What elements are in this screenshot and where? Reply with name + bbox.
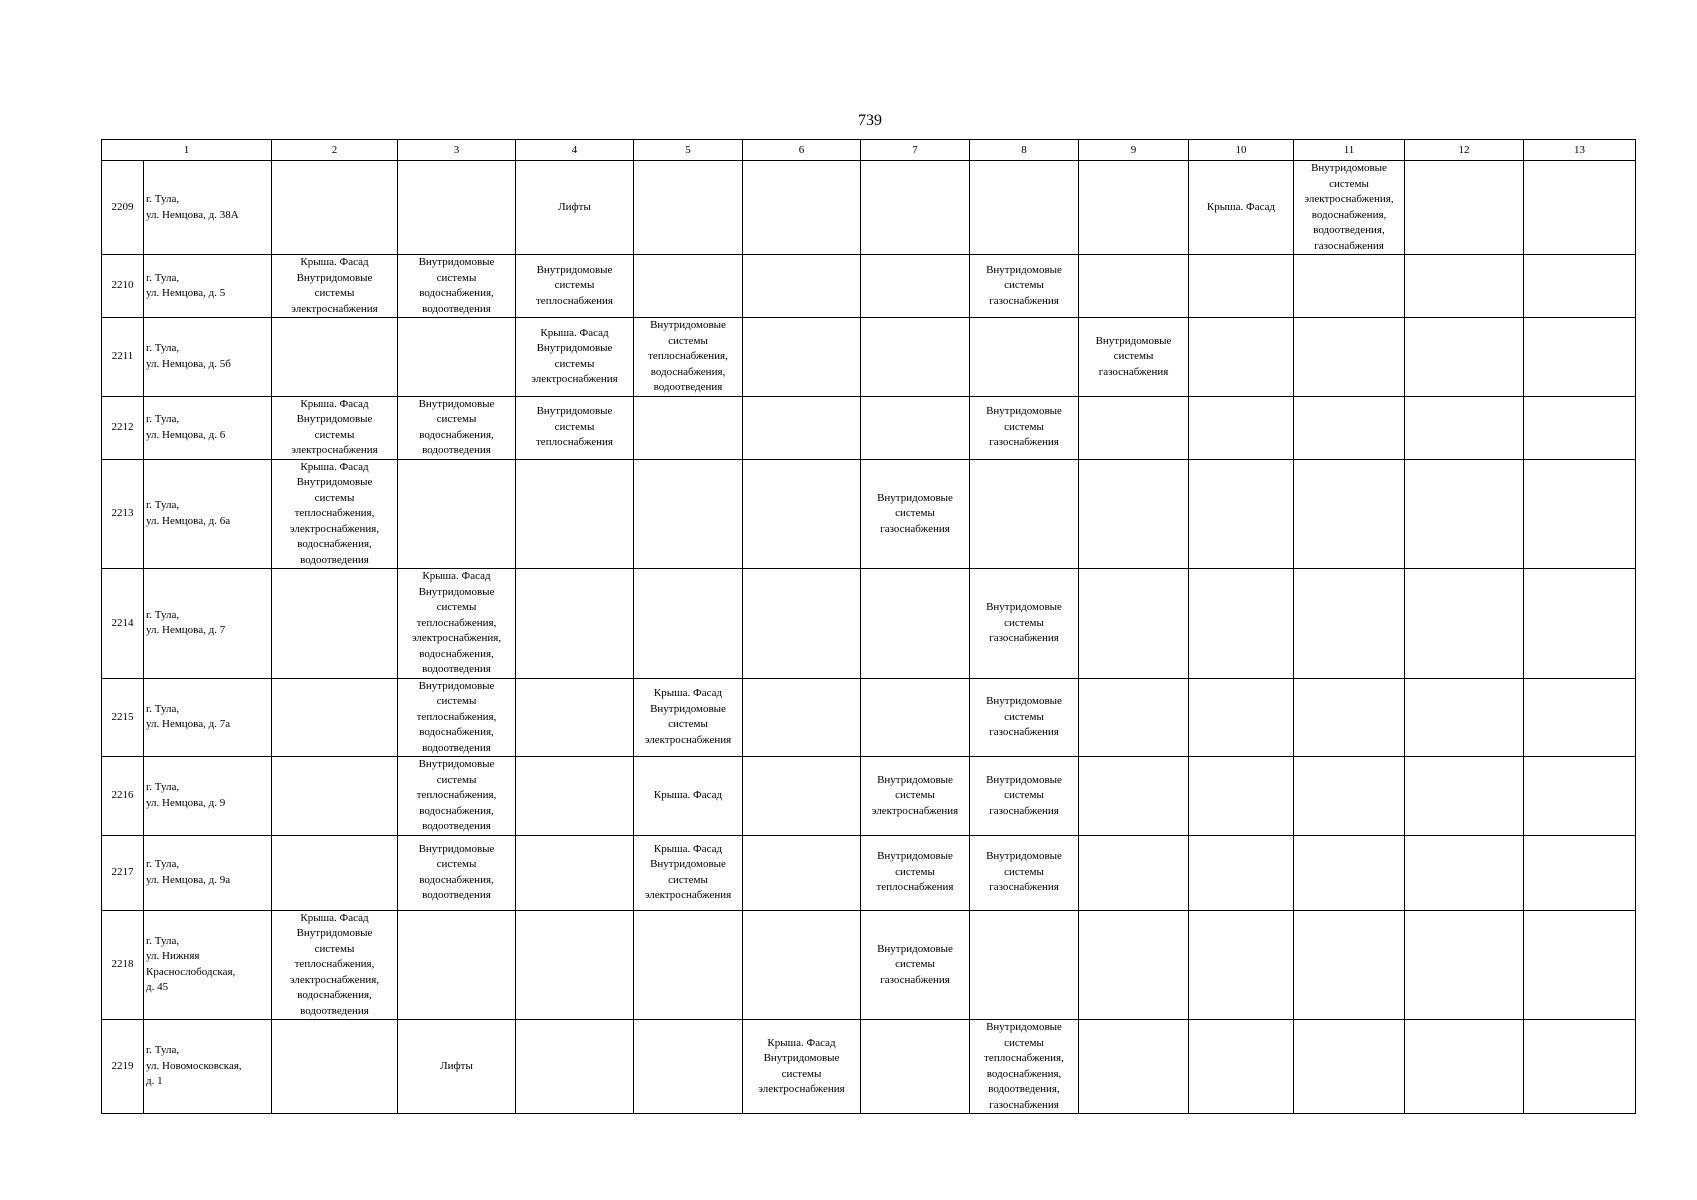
table-row [102, 396, 1636, 459]
table-row [102, 910, 1636, 1020]
work-cell [1189, 255, 1294, 318]
work-cell: Крыша. Фасад Внутридомовые системы теплоснабжения, электроснабжения, водоснабжения, водоотведения [272, 459, 398, 569]
work-cell: Крыша. Фасад Внутридомовые системы электроснабжения [516, 318, 634, 397]
work-cell: Внутридомовые системы теплоснабжения [516, 396, 634, 459]
row-number: 2218 [102, 910, 144, 1020]
work-cell [861, 1020, 970, 1114]
column-header: 1 [102, 140, 272, 161]
work-cell: Крыша. Фасад Внутридомовые системы электроснабжения [743, 1020, 861, 1114]
work-cell [1405, 255, 1524, 318]
work-cell [1079, 835, 1189, 910]
column-header: 2 [272, 140, 398, 161]
work-cell: Внутридомовые системы водоснабжения, водоотведения [398, 835, 516, 910]
column-header: 9 [1079, 140, 1189, 161]
table-row [102, 678, 1636, 757]
work-cell [1405, 910, 1524, 1020]
work-cell [1294, 757, 1405, 836]
work-cell [970, 161, 1079, 255]
work-cell [743, 757, 861, 836]
work-cell: Внутридомовые системы теплоснабжения, водоснабжения, водоотведения, газоснабжения [970, 1020, 1079, 1114]
work-cell [1405, 396, 1524, 459]
work-cell: Внутридомовые системы теплоснабжения [516, 255, 634, 318]
work-cell [1189, 678, 1294, 757]
work-cell [743, 318, 861, 397]
work-cell [743, 255, 861, 318]
work-cell [272, 1020, 398, 1114]
column-header: 8 [970, 140, 1079, 161]
work-cell [516, 835, 634, 910]
work-cell: Крыша. Фасад Внутридомовые системы электроснабжения [634, 678, 743, 757]
work-cell [970, 318, 1079, 397]
work-cell: Внутридомовые системы теплоснабжения, водоснабжения, водоотведения [634, 318, 743, 397]
work-cell [272, 569, 398, 679]
work-cell [634, 1020, 743, 1114]
column-header: 3 [398, 140, 516, 161]
work-cell [1079, 396, 1189, 459]
address-cell: г. Тула, ул. Немцова, д. 9а [144, 835, 272, 910]
work-cell [272, 757, 398, 836]
row-number: 2216 [102, 757, 144, 836]
work-cell [634, 910, 743, 1020]
work-cell [1079, 678, 1189, 757]
work-cell [743, 910, 861, 1020]
work-cell: Внутридомовые системы газоснабжения [1079, 318, 1189, 397]
work-cell [1294, 569, 1405, 679]
address-cell: г. Тула, ул. Немцова, д. 6 [144, 396, 272, 459]
address-cell: г. Тула, ул. Немцова, д. 7 [144, 569, 272, 679]
address-cell: г. Тула, ул. Немцова, д. 6а [144, 459, 272, 569]
row-number: 2212 [102, 396, 144, 459]
work-cell [1524, 1020, 1636, 1114]
work-cell [398, 459, 516, 569]
work-cell [1294, 678, 1405, 757]
work-cell [1294, 835, 1405, 910]
table-row [102, 318, 1636, 397]
work-cell [1294, 1020, 1405, 1114]
work-cell: Внутридомовые системы водоснабжения, водоотведения [398, 255, 516, 318]
work-cell [1524, 459, 1636, 569]
work-cell [861, 396, 970, 459]
work-cell [861, 569, 970, 679]
work-cell [272, 835, 398, 910]
work-cell: Внутридомовые системы теплоснабжения [861, 835, 970, 910]
work-cell [1189, 569, 1294, 679]
work-cell [1524, 910, 1636, 1020]
work-cell [1405, 835, 1524, 910]
work-cell: Крыша. Фасад Внутридомовые системы электроснабжения [272, 255, 398, 318]
work-cell [970, 910, 1079, 1020]
address-cell: г. Тула, ул. Немцова, д. 9 [144, 757, 272, 836]
work-cell [1405, 459, 1524, 569]
work-cell: Крыша. Фасад [634, 757, 743, 836]
row-number: 2213 [102, 459, 144, 569]
work-cell: Лифты [516, 161, 634, 255]
table-row [102, 459, 1636, 569]
work-cell [1524, 835, 1636, 910]
work-cell: Внутридомовые системы электроснабжения [861, 757, 970, 836]
address-cell: г. Тула, ул. Немцова, д. 7а [144, 678, 272, 757]
work-cell: Внутридомовые системы газоснабжения [861, 910, 970, 1020]
work-cell [1079, 161, 1189, 255]
page-number: 739 [858, 112, 882, 129]
work-cell [743, 678, 861, 757]
work-cell: Внутридомовые системы газоснабжения [970, 255, 1079, 318]
work-cell [1524, 318, 1636, 397]
work-cell [743, 835, 861, 910]
work-cell: Внутридомовые системы газоснабжения [970, 396, 1079, 459]
work-cell [743, 161, 861, 255]
work-cell: Крыша. Фасад Внутридомовые системы теплоснабжения, электроснабжения, водоснабжения, водоотведения [398, 569, 516, 679]
row-number: 2219 [102, 1020, 144, 1114]
work-cell [1079, 1020, 1189, 1114]
work-cell [861, 161, 970, 255]
work-cell [1405, 757, 1524, 836]
address-cell: г. Тула, ул. Новомосковская, д. 1 [144, 1020, 272, 1114]
work-cell: Внутридомовые системы газоснабжения [970, 835, 1079, 910]
work-cell [970, 459, 1079, 569]
column-header: 7 [861, 140, 970, 161]
work-cell: Крыша. Фасад Внутридомовые системы электроснабжения [634, 835, 743, 910]
table-row [102, 1020, 1636, 1114]
work-cell [1405, 318, 1524, 397]
work-cell [1079, 459, 1189, 569]
column-header: 6 [743, 140, 861, 161]
work-cell [272, 161, 398, 255]
work-cell [1294, 459, 1405, 569]
work-cell [634, 459, 743, 569]
table-row [102, 161, 1636, 255]
work-cell [398, 318, 516, 397]
column-header: 13 [1524, 140, 1636, 161]
work-cell: Внутридомовые системы газоснабжения [970, 757, 1079, 836]
work-cell [272, 678, 398, 757]
row-number: 2215 [102, 678, 144, 757]
table-row [102, 835, 1636, 910]
work-cell [1524, 757, 1636, 836]
work-cell [1294, 255, 1405, 318]
work-cell [1079, 757, 1189, 836]
work-cell [1189, 757, 1294, 836]
work-cell [516, 569, 634, 679]
work-cell: Внутридомовые системы газоснабжения [861, 459, 970, 569]
work-cell [1524, 255, 1636, 318]
work-cell [1294, 396, 1405, 459]
work-cell [1189, 910, 1294, 1020]
capital-repair-table [101, 139, 1636, 1114]
column-header: 5 [634, 140, 743, 161]
address-cell: г. Тула, ул. Немцова, д. 38А [144, 161, 272, 255]
row-number: 2214 [102, 569, 144, 679]
work-cell [1405, 569, 1524, 679]
table-row [102, 569, 1636, 679]
work-cell: Внутридомовые системы электроснабжения, водоснабжения, водоотведения, газоснабжения [1294, 161, 1405, 255]
work-cell [861, 678, 970, 757]
row-number: 2209 [102, 161, 144, 255]
work-cell: Внутридомовые системы водоснабжения, водоотведения [398, 396, 516, 459]
work-cell [1079, 910, 1189, 1020]
work-cell: Внутридомовые системы теплоснабжения, водоснабжения, водоотведения [398, 678, 516, 757]
column-header: 12 [1405, 140, 1524, 161]
table-row [102, 255, 1636, 318]
row-number: 2217 [102, 835, 144, 910]
work-cell [1189, 459, 1294, 569]
work-cell [398, 910, 516, 1020]
work-cell: Крыша. Фасад Внутридомовые системы электроснабжения [272, 396, 398, 459]
work-cell [861, 255, 970, 318]
row-number: 2210 [102, 255, 144, 318]
work-cell [861, 318, 970, 397]
header-row [102, 140, 1636, 161]
address-cell: г. Тула, ул. Немцова, д. 5б [144, 318, 272, 397]
work-cell [634, 255, 743, 318]
column-header: 4 [516, 140, 634, 161]
work-cell [1524, 161, 1636, 255]
work-cell [743, 569, 861, 679]
work-cell [1405, 678, 1524, 757]
work-cell [1524, 569, 1636, 679]
work-cell [1189, 835, 1294, 910]
work-cell [1079, 255, 1189, 318]
work-cell [398, 161, 516, 255]
work-cell [1405, 1020, 1524, 1114]
work-cell [1524, 678, 1636, 757]
address-cell: г. Тула, ул. Немцова, д. 5 [144, 255, 272, 318]
work-cell: Внутридомовые системы газоснабжения [970, 569, 1079, 679]
work-cell [272, 318, 398, 397]
work-cell [1189, 1020, 1294, 1114]
work-cell [634, 161, 743, 255]
work-cell: Крыша. Фасад Внутридомовые системы теплоснабжения, электроснабжения, водоснабжения, водоотведения [272, 910, 398, 1020]
work-cell [634, 396, 743, 459]
work-cell [1189, 318, 1294, 397]
work-cell: Лифты [398, 1020, 516, 1114]
work-cell [516, 757, 634, 836]
work-cell [1294, 318, 1405, 397]
work-cell [1524, 396, 1636, 459]
work-cell [634, 569, 743, 679]
column-header: 11 [1294, 140, 1405, 161]
work-cell [1079, 569, 1189, 679]
column-header: 10 [1189, 140, 1294, 161]
row-number: 2211 [102, 318, 144, 397]
work-cell [516, 459, 634, 569]
address-cell: г. Тула, ул. Нижняя Краснослободская, д. 45 [144, 910, 272, 1020]
work-cell: Внутридомовые системы теплоснабжения, водоснабжения, водоотведения [398, 757, 516, 836]
work-cell: Внутридомовые системы газоснабжения [970, 678, 1079, 757]
work-cell [743, 459, 861, 569]
work-cell [743, 396, 861, 459]
work-cell: Крыша. Фасад [1189, 161, 1294, 255]
work-cell [1405, 161, 1524, 255]
work-cell [516, 1020, 634, 1114]
table-row [102, 757, 1636, 836]
work-cell [516, 910, 634, 1020]
work-cell [516, 678, 634, 757]
work-cell [1189, 396, 1294, 459]
work-cell [1294, 910, 1405, 1020]
